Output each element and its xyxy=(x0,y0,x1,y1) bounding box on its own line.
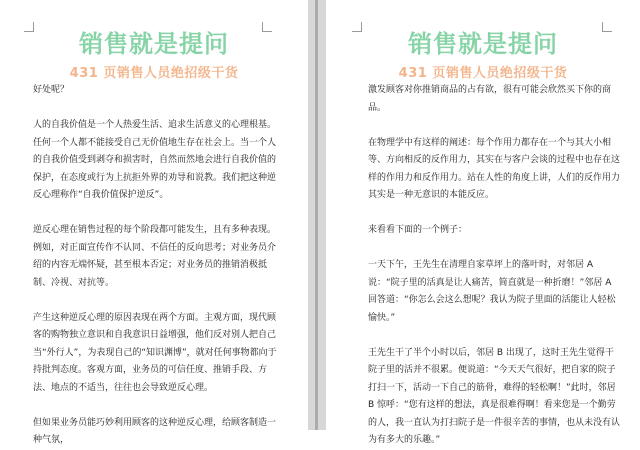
page-subtitle: 431 页销售人员绝招级干货 xyxy=(69,66,239,81)
page-body xyxy=(33,82,278,450)
paragraph: 来看看下面的一个例子： xyxy=(368,225,468,235)
page-body xyxy=(368,82,620,450)
paragraph: 产生这种逆反心理的原因表现在两个方面。主观方面，现代顾客的购物独立意识和自我意识日益增强，他们反对别人把自己当“外行人”，为表现自己的“知识渊博”，就对任何事物都向于持批判态度。客观方面，业务员的可信任度、推销手段、方法、地点的不适当，往往也会导致逆反心理。 xyxy=(33,312,277,393)
paragraph: 好处呢？ xyxy=(33,85,70,95)
page-title: 销售就是提问 xyxy=(79,30,229,58)
page-gutter xyxy=(308,0,326,430)
paragraph: 王先生干了半个小时以后，邻居 B 出现了，这时王先生觉得干院子里的活并不很累。便说道：“今天天气很好，把自家的院子打扫一下，活动一下自己的筋骨，难得的轻松啊！”此时，邻居 B 惊呼：“您有这样的想法，真是很难得啊！看来您是一个勤劳的人，我一直认为打扫院子是一件很辛苦的事情，也从未没有认为有多大的乐趣。” xyxy=(368,347,621,445)
document-page-left xyxy=(0,0,308,445)
page-subtitle: 431 页销售人员绝招级干货 xyxy=(398,66,568,81)
paragraph: 但如果业务员能巧妙利用顾客的这种逆反心理，给顾客制造一种气氛， xyxy=(33,417,277,445)
paragraph: 人的自我价值是一个人热爱生活、追求生活意义的心理根基。任何一个人都不能接受自己无价值地生存在社会上。当一个人的自我价值受到剥夺和损害时，自然而然地会进行自我价值的保护，在态度或行为上抗拒外界的劝导和说教。我们把这种逆反心理称作“自我价值保护逆反”。 xyxy=(33,120,277,200)
paragraph: 一天下午，王先生在清理自家草坪上的落叶时，对邻居 A 说：“院子里的活真是让人痛苦，简直就是一种折磨！”邻居 A 回答道：“你怎么会这么想呢？我认为院子里面的活能让人轻松愉快。” xyxy=(368,260,616,323)
paragraph: 逆反心理在销售过程的每个阶段都可能发生，且有多种表现。例如，对正面宣传作不认同、不信任的反向思考；对业务员介绍的内容无端怀疑，甚至根本否定；对业务员的推销消极抵制、冷视、对抗等。 xyxy=(33,225,277,288)
document-page-right xyxy=(326,0,640,445)
gutter-divider xyxy=(315,0,318,430)
paragraph: 在物理学中有这样的阐述：每个作用力都存在一个与其大小相等、方向相反的反作用力，其实在与客户会谈的过程中也存在这样的作用力和反作用力。站在人性的角度上讲，人们的反作用力其实是一种无意识的本能反应。 xyxy=(368,137,621,200)
paragraph: 激发顾客对你推销商品的占有欲，很有可能会欣然买下你的商品。 xyxy=(368,85,612,113)
page-title: 销售就是提问 xyxy=(408,30,558,58)
